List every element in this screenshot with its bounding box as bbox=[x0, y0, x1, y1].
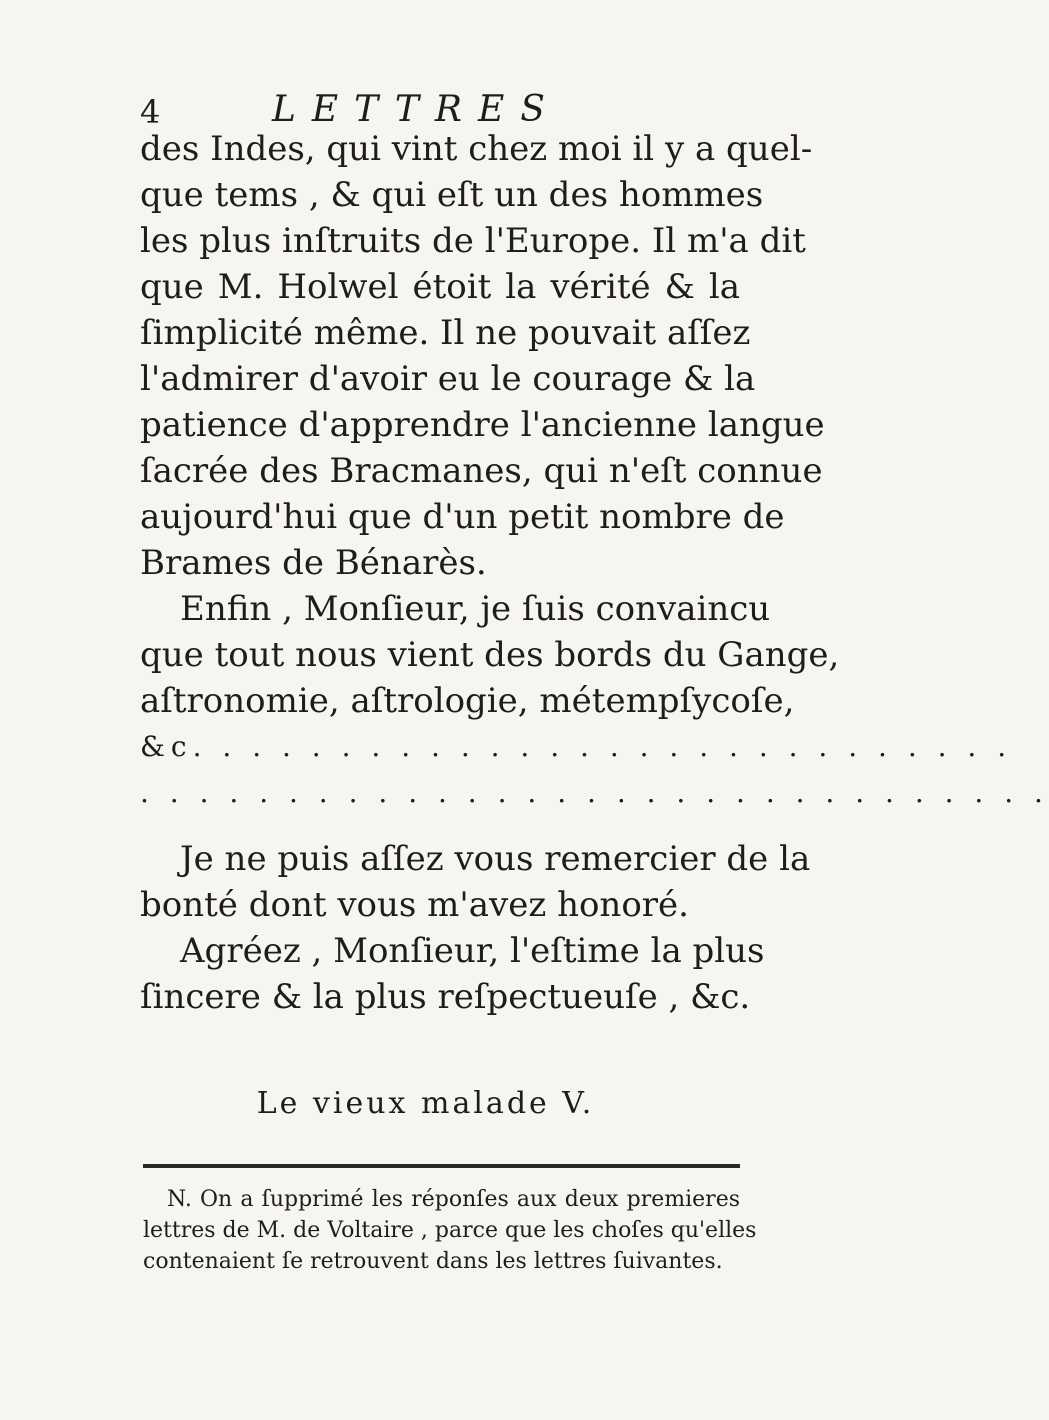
text-line: que tout nous vient des bords du Gange, bbox=[140, 635, 840, 675]
text-line: Brames de Bénarès. bbox=[140, 543, 487, 583]
text-line: ſacrée des Bracmanes, qui n'eſt connue bbox=[140, 451, 823, 491]
letter-body bbox=[140, 126, 1049, 1020]
text-line: l'admirer d'avoir eu le courage & la bbox=[140, 359, 756, 399]
text-line: Agréez , Monſieur, l'eſtime la plus bbox=[180, 931, 765, 971]
text-line: bonté dont vous m'avez honoré. bbox=[140, 885, 689, 925]
text-line: Enfin , Monſieur, je ſuis convaincu bbox=[180, 589, 771, 629]
text-line: ſincere & la plus reſpectueuſe , &c. bbox=[140, 977, 751, 1017]
text-line: que tems , & qui eſt un des hommes bbox=[140, 175, 764, 215]
text-line: les plus inſtruits de l'Europe. Il m'a dit bbox=[140, 221, 806, 261]
footnote-line: contenaient ſe retrouvent dans les lettres ſuivantes. bbox=[143, 1249, 723, 1274]
text-line: des Indes, qui vint chez moi il y a quel- bbox=[140, 129, 813, 169]
text-line: que M. Holwel étoit la vérité & la bbox=[140, 267, 740, 307]
text-line: aſtronomie, aſtrologie, métempſycoſe, bbox=[140, 681, 795, 721]
footnote-line: N. On a ſupprimé les réponſes aux deux premieres bbox=[167, 1187, 740, 1212]
text-line: Je ne puis aſſez vous remercier de la bbox=[180, 839, 811, 879]
footnote bbox=[143, 1184, 757, 1277]
ellipsis-line: . . . . . . . . . . . . . . . . . . . . . . . . . . . . . . . bbox=[140, 776, 1049, 809]
text-line: patience d'apprendre l'ancienne langue bbox=[140, 405, 825, 445]
footnote-rule bbox=[143, 1164, 740, 1168]
ellipsis-line: &c. . . . . . . . . . . . . . . . . . . . . . . . . . . . bbox=[140, 730, 1013, 763]
page-number: 4 bbox=[140, 93, 161, 131]
running-title: LETTRES bbox=[272, 89, 561, 130]
text-line: aujourd'hui que d'un petit nombre de bbox=[140, 497, 785, 537]
footnote-line: lettres de M. de Voltaire , parce que les choſes qu'elles bbox=[143, 1218, 757, 1243]
signature: Le vieux malade V. bbox=[256, 1086, 595, 1121]
text-line: ſimplicité même. Il ne pouvait aſſez bbox=[140, 313, 751, 353]
